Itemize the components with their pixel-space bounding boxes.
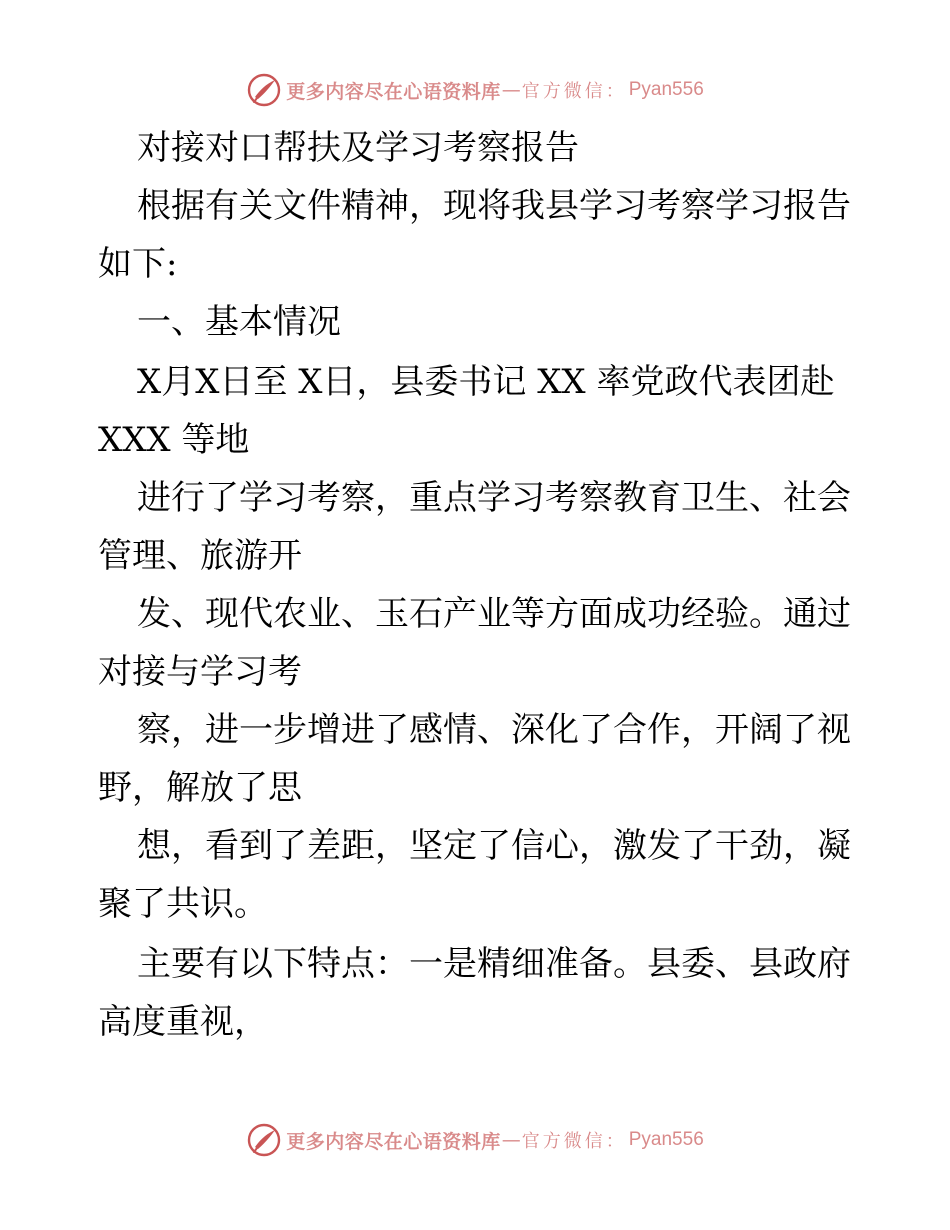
paragraph-line: 察，进一步增进了感情、深化了合作，开阔了视 — [137, 710, 851, 750]
quill-logo-icon — [246, 1122, 282, 1158]
paragraph-line: 管理、旅游开 — [98, 536, 302, 576]
banner-wechat-id: Pyan556 — [628, 1129, 704, 1150]
paragraph-line: 进行了学习考察，重点学习考察教育卫生、社会 — [137, 478, 851, 518]
banner-dash: — — [501, 1129, 521, 1151]
document-title: 对接对口帮扶及学习考察报告 — [137, 128, 579, 168]
paragraph-line: 根据有关文件精神，现将我县学习考察学习报告 — [137, 186, 851, 226]
paragraph-line: 野，解放了思 — [98, 768, 302, 808]
banner-site-name: 更多内容尽在心语资料库 — [286, 80, 501, 103]
paragraph-line: 对接与学习考 — [98, 652, 302, 692]
footer-banner — [0, 1118, 950, 1162]
header-banner — [0, 68, 950, 112]
paragraph-line: 想，看到了差距，坚定了信心，激发了干劲，凝 — [137, 826, 851, 866]
banner-wechat-id: Pyan556 — [628, 79, 704, 100]
section-heading: 一、基本情况 — [137, 302, 341, 342]
paragraph-line: 主要有以下特点：一是精细准备。县委、县政府 — [137, 944, 851, 984]
banner-site-name: 更多内容尽在心语资料库 — [286, 1130, 501, 1153]
banner-dash: — — [501, 79, 521, 101]
banner-official-label: 官方微信： — [521, 1131, 627, 1152]
paragraph-line: 发、现代农业、玉石产业等方面成功经验。通过 — [137, 594, 851, 634]
banner-official-label: 官方微信： — [521, 81, 627, 102]
paragraph-line: XXX 等地 — [98, 420, 250, 460]
paragraph-line: 如下: — [98, 244, 178, 284]
paragraph-line: 聚了共识。 — [98, 884, 268, 924]
paragraph-line: X月X日至 X日，县委书记 XX 率党政代表团赴 — [137, 362, 835, 402]
paragraph-line: 高度重视， — [98, 1002, 268, 1042]
quill-logo-icon — [246, 72, 282, 108]
